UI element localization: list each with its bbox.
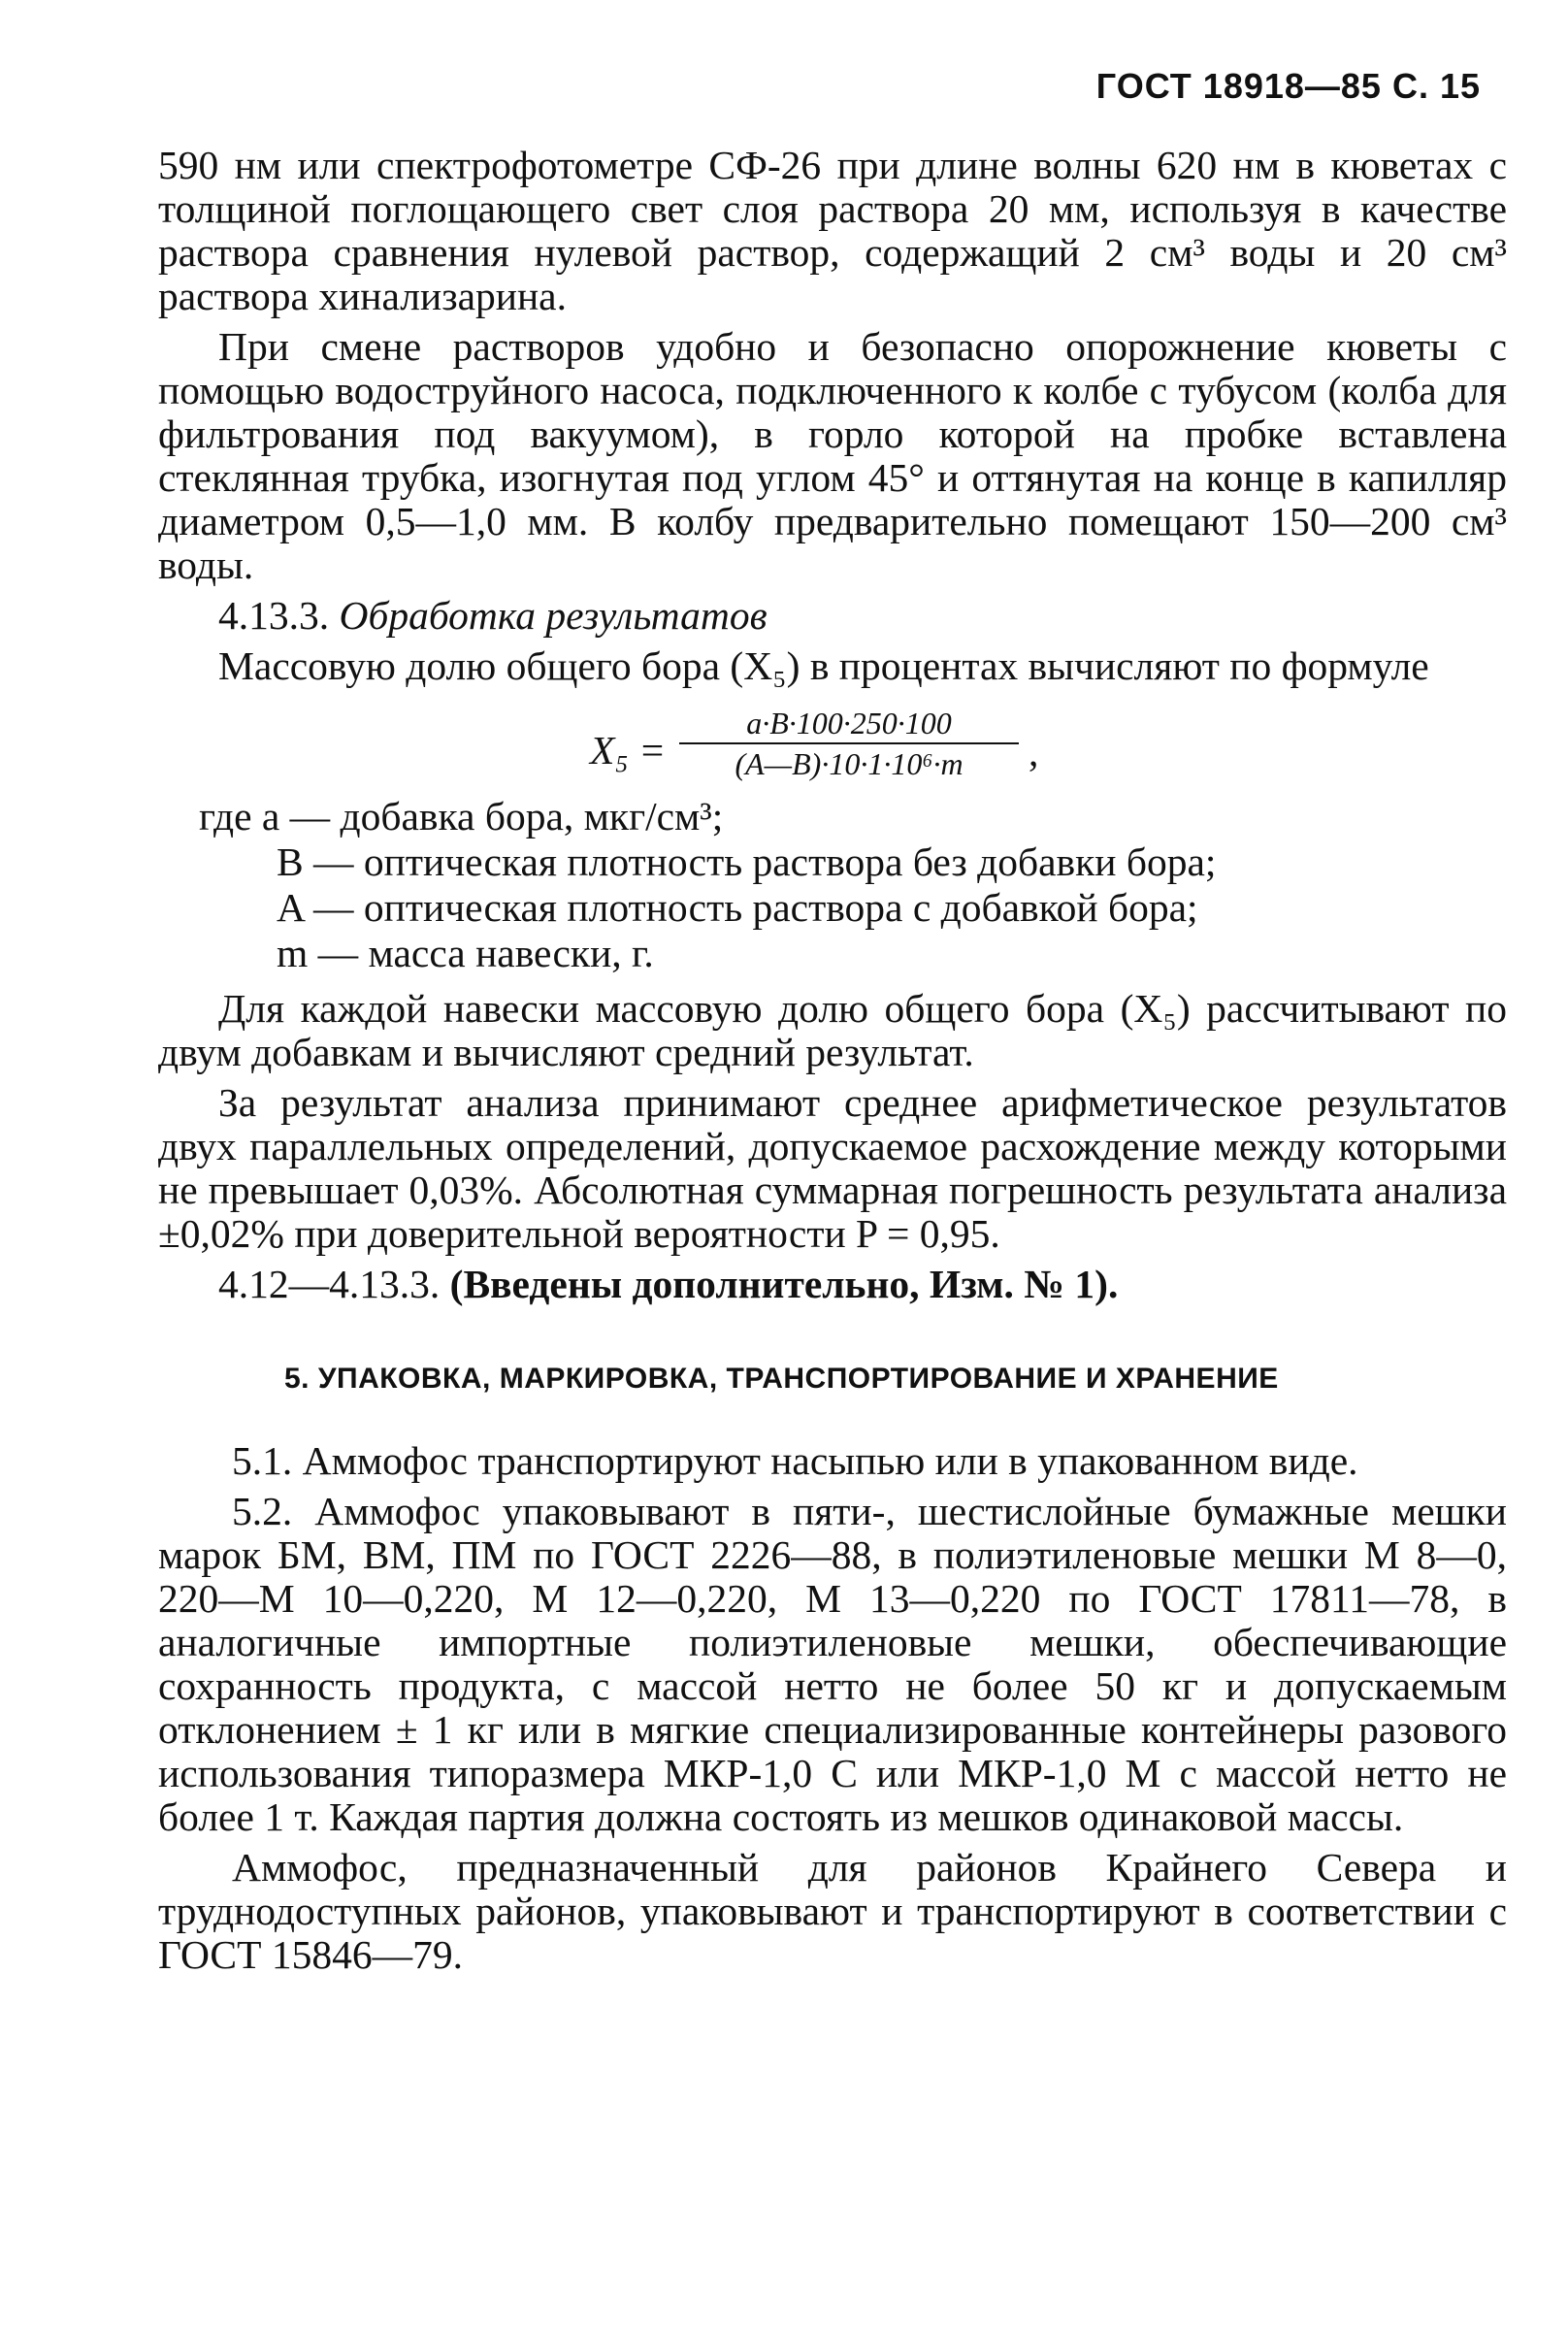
where-line-m: m — масса навески, г. — [277, 931, 654, 975]
paragraph-far-north: Аммофос, предназначенный для районов Крайнего Севера и труднодоступных районов, упаковывают и транспортируют в соответствии с ГОСТ 15846—79. — [158, 1845, 1507, 1977]
clause-5-2: 5.2. Аммофос упаковывают в пяти-, шестислойные бумажные мешки марок БМ, ВМ, ПМ по ГОСТ 2226—88, в полиэтиленовые мешки М 8—0, 220—М 10—0,220, М 12—0,220, М 13—0,220 по ГОСТ 17811—78, в аналогичные импортные полиэтиленовые мешки, обеспечивающие сохранность продукта, с массой нетто не более 50 кг и допускаемым отклонением ± 1 кг или в мягкие специализированные контейнеры разового использования типоразмера МКР-1,0 С или МКР-1,0 М с массой нетто не более 1 т. Каждая партия должна состоять из мешков одинаковой массы. — [158, 1489, 1507, 1839]
amendment-range: 4.12—4.13.3. — [218, 1262, 441, 1306]
formula-x5 — [158, 704, 1507, 781]
formula-lhs: X₅ = — [590, 728, 667, 773]
paragraph-measurement: 590 нм или спектрофотометре СФ-26 при длине волны 620 нм в кюветах с толщиной поглощающего свет слоя раствора 20 мм, используя в качестве раствора сравнения нулевой раствор, содержащий 2 см³ воды и 20 см³ раствора хинализарина. — [158, 143, 1507, 318]
paragraph-result: За результат анализа принимают среднее арифметическое результатов двух параллельных определений, допускаемое расхождение между которыми не превышает 0,03%. Абсолютная суммарная погрешность результата анализа ±0,02% при доверительной вероятности P = 0,95. — [158, 1080, 1507, 1256]
paragraph-per-sample: Для каждой навески массовую долю общего бора (X₅) рассчитывают по двум добавкам и вычисляют средний результат. — [158, 986, 1507, 1074]
formula-numerator: a·B·100·250·100 — [679, 704, 1019, 744]
clause-5-1: 5.1. Аммофос транспортируют насыпью или в упакованном виде. — [232, 1438, 1358, 1483]
paragraph-formula-intro: Массовую долю общего бора (X₅) в процентах вычисляют по формуле — [218, 643, 1429, 688]
clause-number: 4.13.3. — [218, 593, 330, 638]
amendment-text: (Введены дополнительно, Изм. № 1). — [449, 1262, 1119, 1306]
section-5-heading: 5. УПАКОВКА, МАРКИРОВКА, ТРАНСПОРТИРОВАНИЕ И ХРАНЕНИЕ — [284, 1363, 1279, 1395]
clause-title: Обработка результатов — [339, 593, 768, 638]
where-line-a: где a — добавка бора, мкг/см³; — [199, 794, 724, 839]
where-line-a-upper: A — оптическая плотность раствора с добавкой бора; — [277, 885, 1198, 930]
page-header: ГОСТ 18918—85 С. 15 — [1095, 66, 1481, 106]
formula-denominator: (A—B)·10·1·10⁶·m — [735, 746, 964, 781]
document-body — [158, 144, 1507, 1984]
paragraph-cuvette-emptying: При смене растворов удобно и безопасно опорожнение кюветы с помощью водоструйного насоса, подключенного к колбе с тубусом (колба для фильтрования под вакуумом), в горло которой на пробке вставлена стеклянная трубка, изогнутая под углом 45° и оттянутая на конце в капилляр диаметром 0,5—1,0 мм. В колбу предварительно помещают 150—200 см³ воды. — [158, 324, 1507, 587]
formula-fraction — [679, 704, 1019, 783]
amendment-note — [158, 1263, 1507, 1306]
where-line-b: B — оптическая плотность раствора без добавки бора; — [277, 839, 1217, 884]
clause-4-13-3 — [158, 594, 1507, 638]
formula-comma: , — [1029, 730, 1039, 774]
